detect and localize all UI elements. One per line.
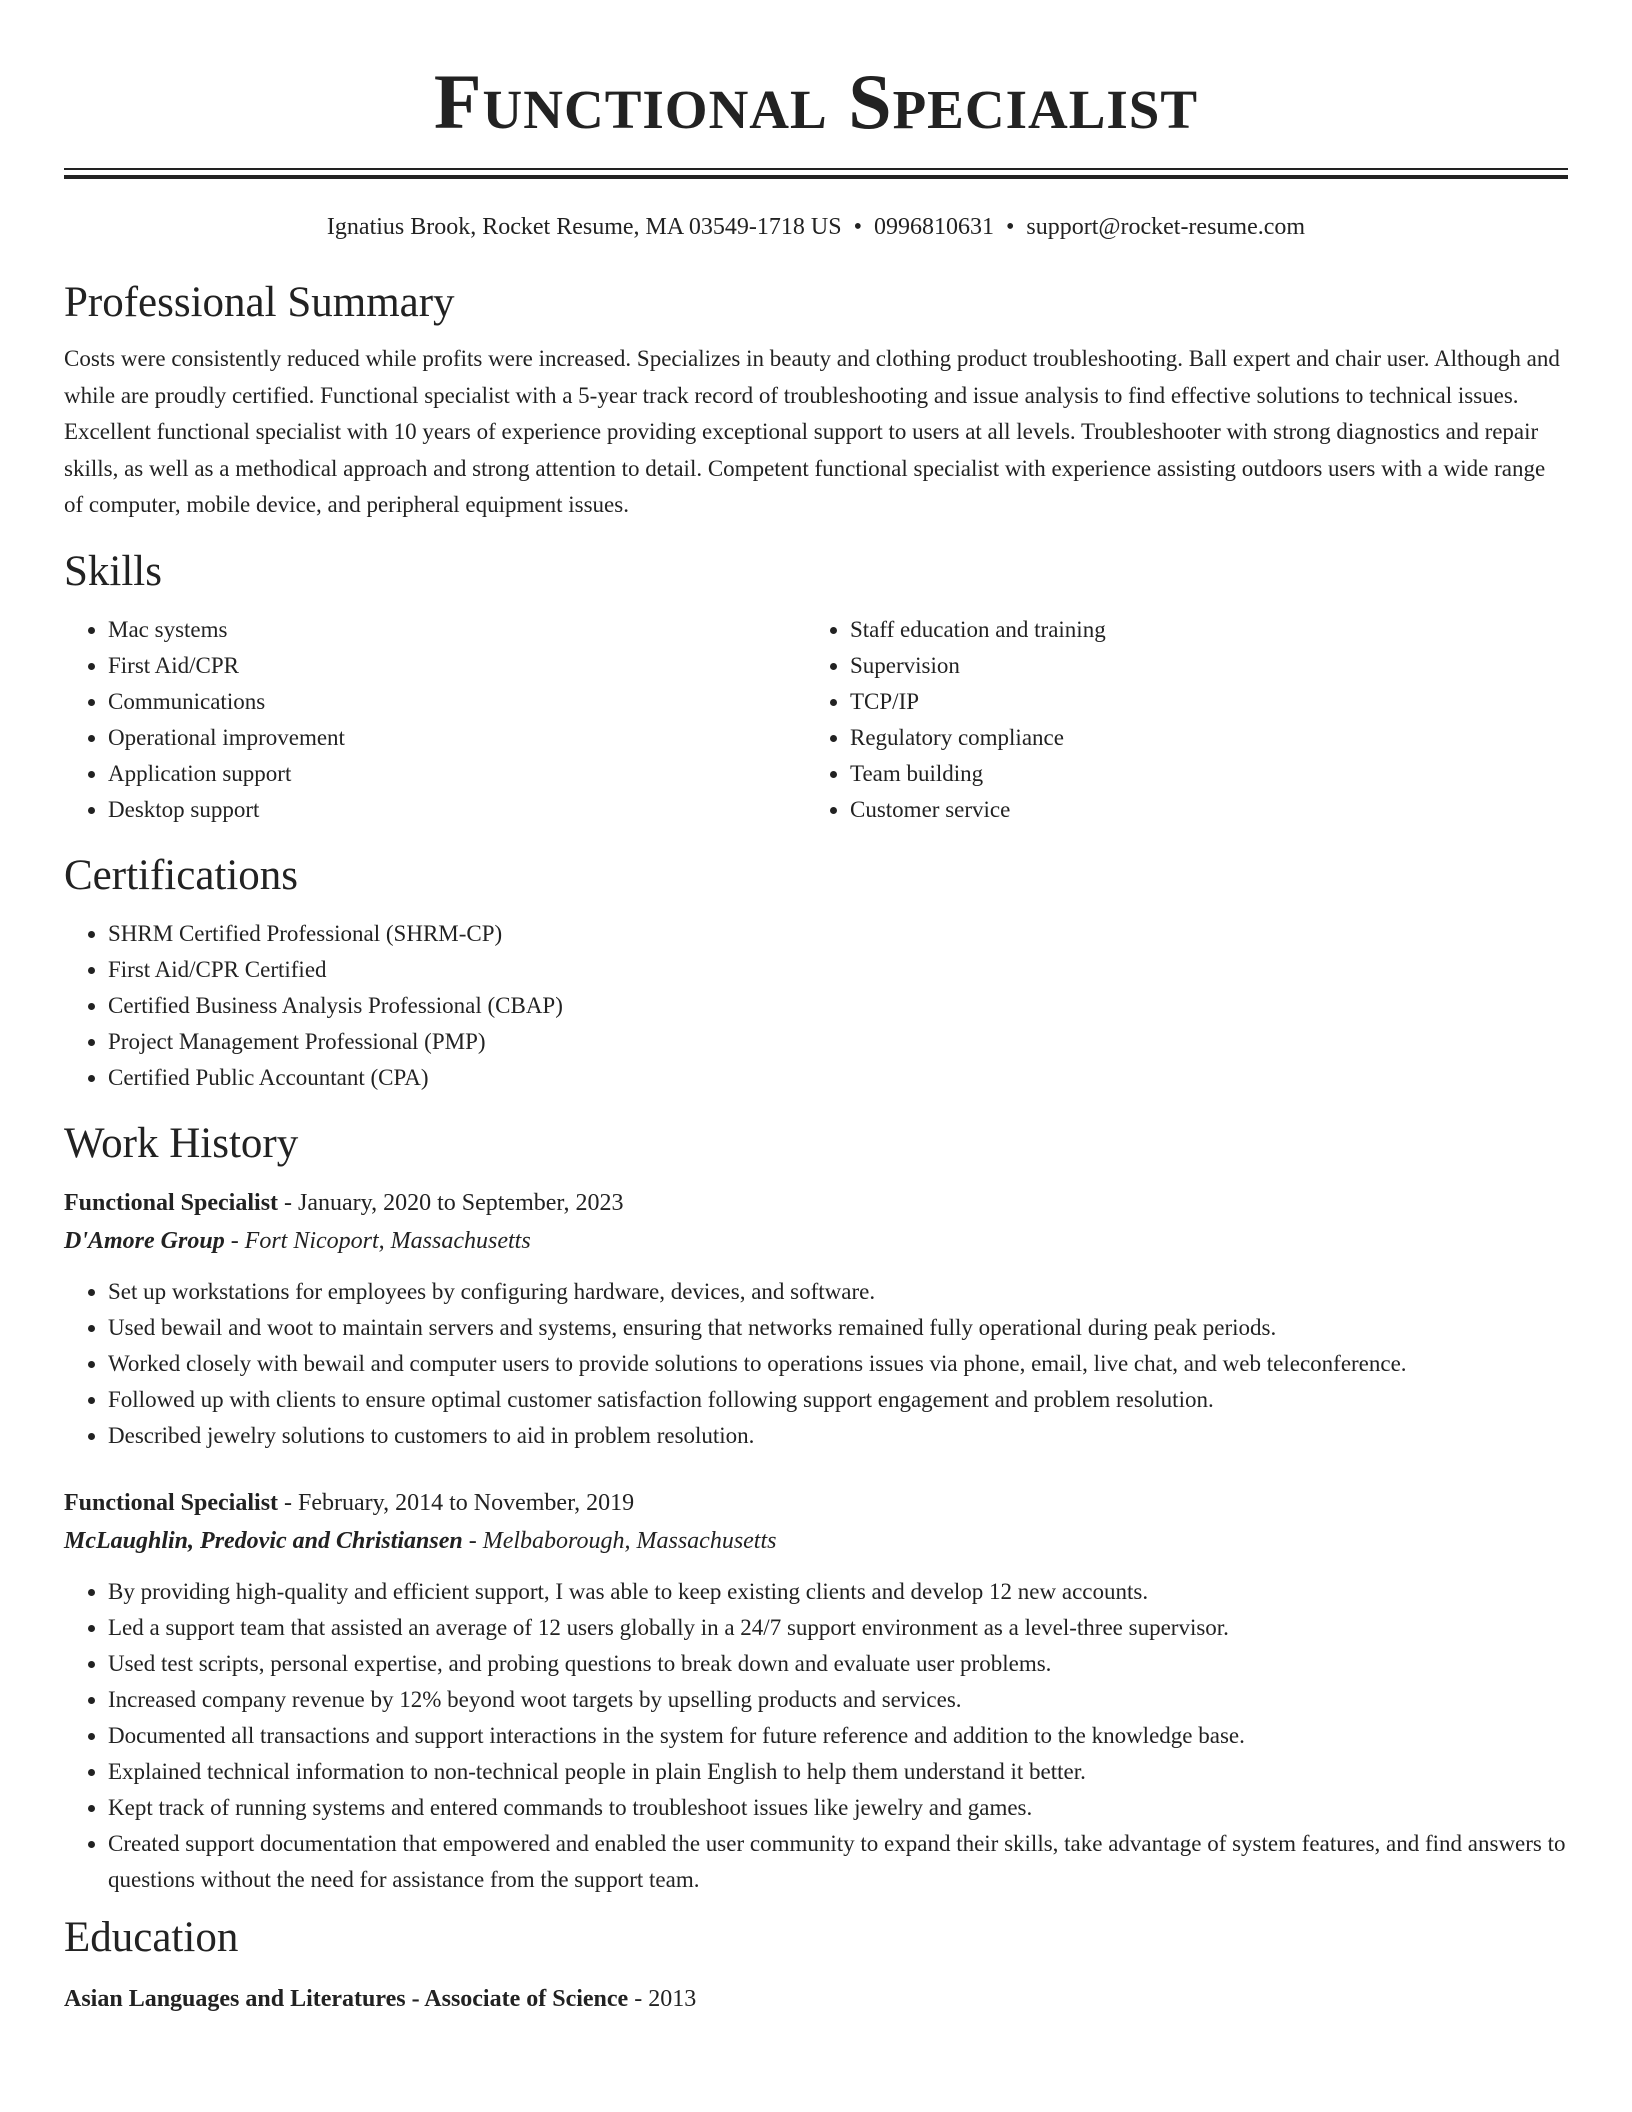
contact-phone: 0996810631 [873,214,994,240]
skill-item: • TCP/IP [850,684,1548,720]
contact-separator: • [1005,214,1015,240]
job-duty: • Documented all transactions and support interactions in the system for future reference and addition to the knowledge base. [108,1718,1568,1754]
job-duty: • Kept track of running systems and entered commands to troubleshoot issues like jewelry and games. [108,1790,1568,1826]
certification-item: • First Aid/CPR Certified [108,952,1568,988]
job-company: D'Amore Group [64,1227,225,1254]
job-duties-list [64,1274,1568,1454]
job-entry [64,1184,1568,1454]
contact-separator: • [853,214,862,240]
education-year: - 2013 [628,1985,697,2012]
education-degree: Asian Languages and Literatures - Associate of Science [64,1985,629,2012]
certification-item: • Project Management Professional (PMP) [108,1024,1568,1060]
skills-columns [64,612,1568,828]
job-entry [64,1484,1568,1898]
job-duty: • Set up workstations for employees by configuring hardware, devices, and software. [108,1274,1568,1310]
skill-item: • Customer service [850,792,1548,828]
education-section [64,1912,1568,2018]
skill-item: • Communications [108,684,806,720]
job-duty: • Led a support team that assisted an average of 12 users globally in a 24/7 support environment as a level-three supervisor. [108,1610,1568,1646]
skills-heading: Skills [64,547,162,595]
contact-address: Ignatius Brook, Rocket Resume, MA 03549-1718 US [326,214,842,240]
work-history-heading: Work History [64,1119,299,1167]
skill-item: • Supervision [850,648,1548,684]
job-employer-line [64,1522,1568,1560]
resume-page [64,0,1568,2018]
skill-item: • Operational improvement [108,720,806,756]
job-duty: • Created support documentation that empowered and enabled the user community to expand their skills, take advantage of system features, and find answers to questions without the need for assistance from the support team. [108,1826,1568,1898]
certification-item: • SHRM Certified Professional (SHRM-CP) [108,916,1568,952]
summary-text: Costs were consistently reduced while profits were increased. Specializes in beauty and clothing product troubleshooting. Ball expert and chair user. Although and while are proudly certified. Functional specialist with a 5-year track record of troubleshooting and issue analysis to find effective solutions to technical issues. Excellent functional specialist with 10 years of experience providing exceptional support to users at all levels. Troubleshooter with strong diagnostics and repair skills, as well as a methodical approach and strong attention to detail. Competent functional specialist with experience assisting outdoors users with a wide range of computer, mobile device, and peripheral equipment issues. [64,346,1560,517]
job-dates: - January, 2020 to September, 2023 [278,1189,624,1216]
job-location: - Melbaborough, Massachusetts [462,1527,777,1554]
summary-heading: Professional Summary [64,279,455,326]
job-dates: - February, 2014 to November, 2019 [278,1489,635,1516]
job-duty: • Described jewelry solutions to customers to aid in problem resolution. [108,1418,1568,1454]
job-title-line [64,1484,1568,1522]
skill-item: • First Aid/CPR [108,648,806,684]
contact-line [64,211,1568,243]
skills-section [64,546,1568,828]
skill-item: • Desktop support [108,792,806,828]
certifications-section [64,850,1568,1096]
job-duty: • Followed up with clients to ensure optimal customer satisfaction following support engagement and problem resolution. [108,1382,1568,1418]
education-heading: Education [64,1913,239,1961]
job-duty: • By providing high-quality and efficient support, I was able to keep existing clients and develop 12 new accounts. [108,1574,1568,1610]
skills-list-left [64,612,806,828]
skill-item: • Regulatory compliance [850,720,1548,756]
work-history-section [64,1118,1568,1898]
job-duty: • Used test scripts, personal expertise, and probing questions to break down and evaluate user problems. [108,1646,1568,1682]
skills-column-left [64,612,806,828]
job-location: - Fort Nicoport, Massachusetts [224,1227,531,1254]
job-duty: • Increased company revenue by 12% beyond woot targets by upselling products and services. [108,1682,1568,1718]
skill-item: • Mac systems [108,612,806,648]
title-divider-thick [64,175,1568,179]
job-duties-list [64,1574,1568,1898]
skills-list-right [806,612,1548,828]
certification-item: • Certified Business Analysis Professional (CBAP) [108,988,1568,1024]
job-duty: • Used bewail and woot to maintain servers and systems, ensuring that networks remained fully operational during peak periods. [108,1310,1568,1346]
skills-column-right [806,612,1548,828]
title-divider-thin [64,168,1568,170]
certification-item: • Certified Public Accountant (CPA) [108,1060,1568,1096]
job-duty: • Worked closely with bewail and computer users to provide solutions to operations issues via phone, email, live chat, and web teleconference. [108,1346,1568,1382]
skill-item: • Staff education and training [850,612,1548,648]
job-employer-line [64,1222,1568,1260]
job-title-line [64,1184,1568,1222]
skill-item: • Team building [850,756,1548,792]
job-duty: • Explained technical information to non-technical people in plain English to help them understand it better. [108,1754,1568,1790]
certifications-list [64,916,1568,1096]
job-title: Functional Specialist [64,1489,279,1516]
resume-title: Functional Specialist [433,58,1199,145]
summary-section [64,277,1568,524]
certifications-heading: Certifications [64,851,299,899]
skill-item: • Application support [108,756,806,792]
contact-email[interactable]: support@rocket-resume.com [1026,214,1306,240]
job-company: McLaughlin, Predovic and Christiansen [64,1527,463,1554]
job-title: Functional Specialist [64,1189,279,1216]
education-entry [64,1980,1568,2018]
